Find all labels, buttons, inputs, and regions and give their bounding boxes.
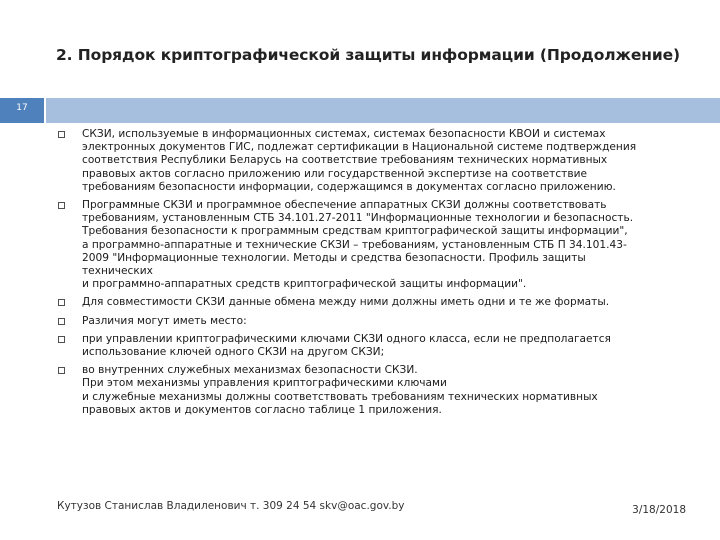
- hollow-square-bullet-icon: [58, 299, 65, 306]
- bullet-line: а программно-аппаратные и технические СКЗИ – требованиям, установленным СТБ П 34.101.43-: [82, 238, 627, 251]
- list-item: [58, 128, 698, 194]
- list-item: [58, 315, 698, 328]
- bullet-line: и программно-аппаратных средств криптографической защиты информации".: [82, 278, 527, 291]
- slide-title: 2. Порядок криптографической защиты информации (Продолжение): [56, 46, 681, 64]
- bullet-line: правовых актов и документов согласно таблице 1 приложения.: [82, 403, 442, 416]
- hollow-square-bullet-icon: [58, 367, 65, 374]
- bullet-line: требованиям, установленным СТБ 34.101.27-2011 "Информационные технологии и безопасность.: [82, 212, 634, 225]
- hollow-square-bullet-icon: [58, 318, 65, 325]
- bullet-line: Программные СКЗИ и программное обеспечение аппаратных СКЗИ должны соответствовать: [82, 199, 607, 212]
- bullet-line: и служебные механизмы должны соответствовать требованиям технических нормативных: [82, 390, 598, 403]
- hollow-square-bullet-icon: [58, 336, 65, 343]
- bullet-list: [58, 128, 698, 422]
- bullet-text: [82, 199, 698, 291]
- slide-number: 17: [16, 103, 28, 113]
- bullet-line: 2009 "Информационные технологии. Методы и средства безопасности. Профиль защиты: [82, 251, 586, 264]
- list-item: [58, 333, 698, 359]
- bullet-text: [82, 296, 698, 309]
- bullet-line: Для совместимости СКЗИ данные обмена между ними должны иметь одни и те же форматы.: [82, 296, 610, 309]
- bullet-line: требованиям безопасности информации, содержащимся в документах согласно приложению.: [82, 180, 616, 193]
- hollow-square-bullet-icon: [58, 202, 65, 209]
- list-item: [58, 364, 698, 417]
- bullet-line: при управлении криптографическими ключами СКЗИ одного класса, если не предполагается: [82, 332, 611, 345]
- bullet-line: Требования безопасности к программным средствам криптографической защиты информации",: [82, 225, 628, 238]
- footer-date: 3/18/2018: [632, 504, 686, 516]
- bullet-text: [82, 333, 698, 359]
- bullet-line: во внутренних служебных механизмах безопасности СКЗИ.: [82, 364, 418, 377]
- bullet-line: правовых актов согласно приложению или государственной экспертизе на соответствие: [82, 167, 587, 180]
- bullet-text: [82, 128, 698, 194]
- list-item: [58, 296, 698, 309]
- hollow-square-bullet-icon: [58, 131, 65, 138]
- bullet-text: [82, 315, 698, 328]
- header-band: [46, 98, 720, 123]
- bullet-line: электронных документов ГИС, подлежат сертификации в Национальной системе подтверждения: [82, 141, 637, 154]
- bullet-line: При этом механизмы управления криптографическими ключами: [82, 377, 447, 390]
- bullet-line: Различия могут иметь место:: [82, 314, 247, 327]
- list-item: [58, 199, 698, 291]
- bullet-line: СКЗИ, используемые в информационных системах, системах безопасности КВОИ и системах: [82, 128, 606, 140]
- bullet-text: [82, 364, 698, 417]
- bullet-line: технических: [82, 265, 153, 278]
- footer-author: Кутузов Станислав Владиленович т. 309 24 54 skv@oac.gov.by: [57, 500, 405, 512]
- bullet-line: использование ключей одного СКЗИ на другом СКЗИ;: [82, 346, 385, 359]
- bullet-line: соответствия Республики Беларусь на соответствие требованиям технических нормативных: [82, 154, 608, 167]
